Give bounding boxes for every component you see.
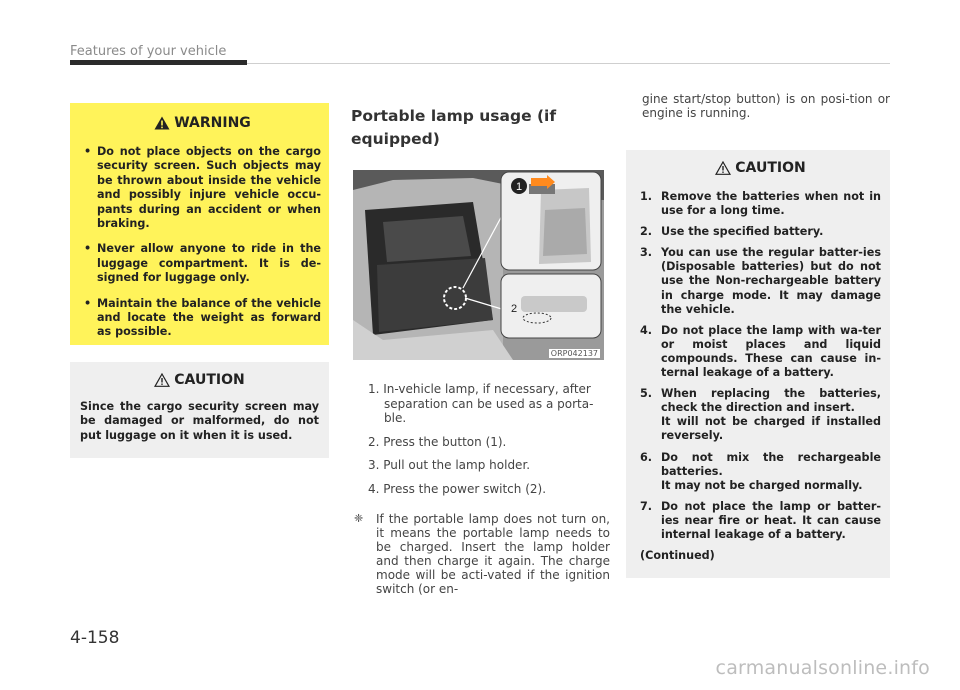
warning-item: • Maintain the balance of the vehicle and locate the weight as forward as possible. xyxy=(84,297,321,340)
warning-title xyxy=(84,115,321,131)
warning-list xyxy=(84,145,321,340)
caution-item xyxy=(640,500,881,542)
warning-item: • Never allow anyone to ride in the luggage compartment. It is de-signed for luggage only. xyxy=(84,242,321,285)
caution-item xyxy=(640,324,881,380)
caution-item-text-extra: It may not be charged normally. xyxy=(661,478,863,492)
caution-item-text: Do not place the lamp or batter-ies near fire or heat. It can cause internal leakage of a battery. xyxy=(661,499,881,541)
warning-title-text: WARNING xyxy=(174,115,251,131)
note-text: If the portable lamp does not turn on, it means the portable lamp needs to be charged. Insert the lamp holder and then charge it again. The charge mode will be acti-vated if the ignition switch (or en- xyxy=(376,512,610,596)
caution-title-right xyxy=(640,160,881,176)
figure-callout-1: 1 xyxy=(515,181,523,193)
caution-item-number: 7. xyxy=(640,499,653,513)
warning-box xyxy=(70,103,329,345)
caution-title-left xyxy=(80,372,319,388)
caution-item-number: 1. xyxy=(640,190,653,203)
header-rule xyxy=(247,63,890,64)
caution-item-text: Do not place the lamp with wa-ter or moist places and liquid compounds. These can cause in-ternal leakage of a battery. xyxy=(661,323,881,380)
caution-list xyxy=(640,190,881,542)
note xyxy=(354,512,610,596)
caution-box-right xyxy=(626,150,890,578)
cargo-lamp-illustration xyxy=(353,170,604,360)
section-title: Portable lamp usage (if equipped) xyxy=(351,107,557,148)
caution-item xyxy=(640,225,881,239)
step-item: 1. In-vehicle lamp, if necessary, after separation can be used as a porta-ble. xyxy=(368,382,594,425)
caution-item-number: 5. xyxy=(640,387,653,401)
warning-icon xyxy=(154,116,170,130)
caution-title-text: CAUTION xyxy=(735,160,806,176)
caution-title-text: CAUTION xyxy=(174,372,245,388)
caution-item-number: 2. xyxy=(640,225,653,239)
caution-item-number: 4. xyxy=(640,323,653,337)
caution-box-left xyxy=(70,362,329,458)
caution-item-text: You can use the regular batter-ies (Disposable batteries) but do not use the Non-rechargeable battery in charge mode. It may damage the vehicle. xyxy=(661,246,881,316)
steps-list xyxy=(368,382,610,505)
page-number: 4-158 xyxy=(70,628,120,648)
caution-item-text: Remove the batteries when not in use for a long time. xyxy=(661,190,881,218)
caution-item-number: 3. xyxy=(640,246,653,260)
caution-item xyxy=(640,190,881,218)
cargo-lamp-figure xyxy=(353,170,604,360)
section-header: Features of your vehicle xyxy=(70,44,227,59)
continued-label: (Continued) xyxy=(640,549,715,563)
caution-item-text: Do not mix the rechargeable batteries. xyxy=(661,450,881,478)
header-bar xyxy=(70,60,247,65)
note-continuation: gine start/stop button) is on posi-tion or engine is running. xyxy=(642,92,890,120)
caution-item-text: Use the specified battery. xyxy=(661,225,824,239)
caution-icon xyxy=(154,373,170,387)
caution-item xyxy=(640,451,881,493)
caution-item xyxy=(640,246,881,316)
step-item: 4. Press the power switch (2). xyxy=(368,481,547,496)
note-symbol-icon: ❈ xyxy=(354,512,364,525)
caution-item-text: When replacing the batteries, check the direction and insert. xyxy=(661,387,881,415)
step-item: 3. Pull out the lamp holder. xyxy=(368,458,531,472)
caution-item xyxy=(640,387,881,443)
caution-item-number: 6. xyxy=(640,450,653,464)
step-item: 2. Press the button (1). xyxy=(368,434,507,449)
warning-item: • Do not place objects on the cargo security screen. Such objects may be thrown about inside the vehicle and possibly injure vehicle occu-pants during an accident or when braking. xyxy=(84,145,321,231)
caution-item-text-extra: It will not be charged if installed reversely. xyxy=(661,415,881,443)
caution-icon xyxy=(715,161,731,175)
caution-text-left: Since the cargo security screen may be damaged or malformed, do not put luggage on it when it is used. xyxy=(80,400,319,442)
figure-caption: ORP042137 xyxy=(550,349,598,358)
figure-callout-2: 2 xyxy=(510,303,518,315)
watermark: carmanualsonline.info xyxy=(715,657,930,679)
